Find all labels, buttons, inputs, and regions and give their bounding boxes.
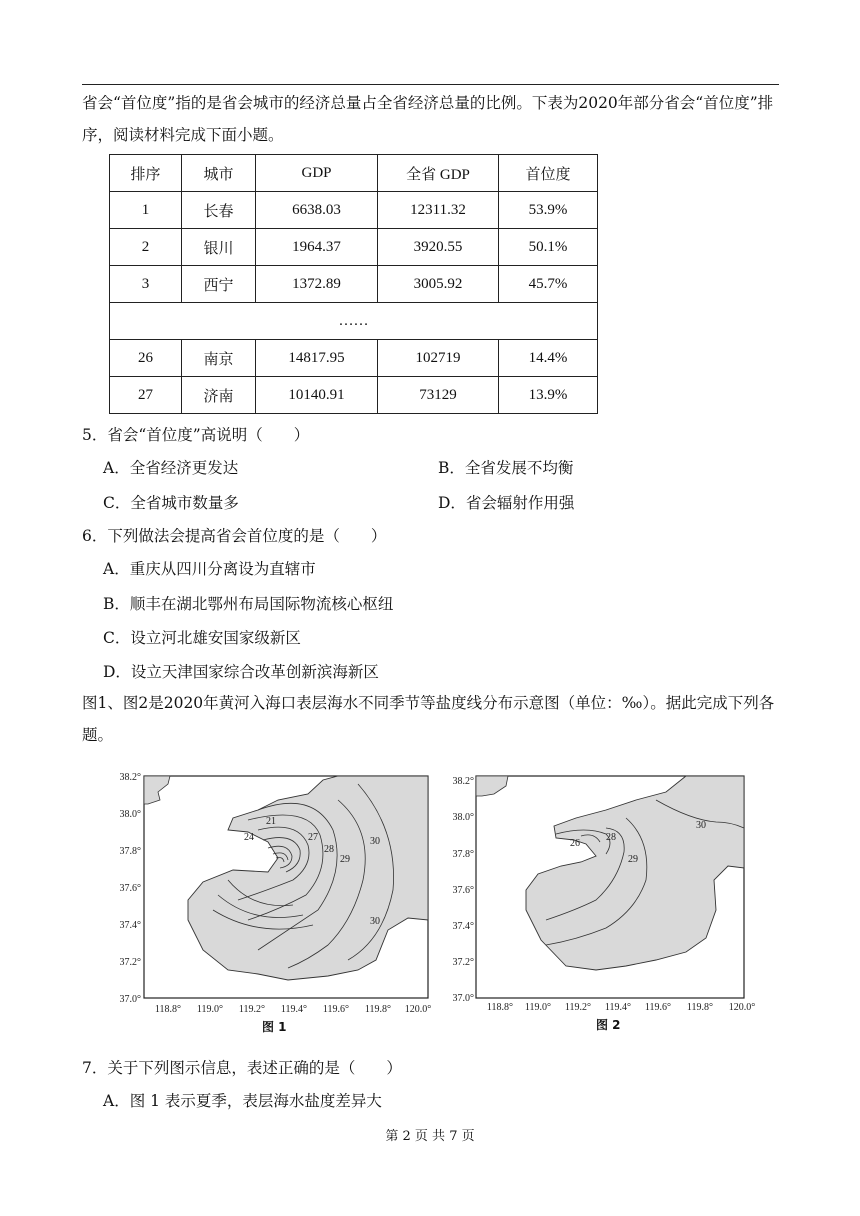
- y-tick-label: 38.0°: [452, 812, 474, 823]
- table-cell: 26: [110, 340, 182, 377]
- x-tick-label: 119.0°: [524, 1002, 552, 1013]
- question-6-option-a[interactable]: A．重庆从四川分离设为直辖市: [103, 560, 316, 578]
- y-tick-label: 37.2°: [119, 957, 141, 968]
- figure-2-svg: [446, 770, 776, 1016]
- table-cell: 6638.03: [256, 192, 378, 229]
- y-tick-label: 37.8°: [452, 849, 474, 860]
- question-5-option-a[interactable]: A．全省经济更发达: [103, 459, 239, 477]
- table-cell: 1372.89: [256, 266, 378, 303]
- question-7-option-a[interactable]: A．图 1 表示夏季，表层海水盐度差异大: [103, 1092, 382, 1110]
- x-tick-label: 119.0°: [196, 1004, 224, 1015]
- x-tick-label: 119.8°: [686, 1002, 714, 1013]
- table-header-row: [110, 155, 598, 192]
- contour-label: 30: [370, 836, 380, 847]
- x-tick-label: 119.6°: [644, 1002, 672, 1013]
- y-axis-labels: [453, 776, 475, 1004]
- header-cell: GDP: [256, 155, 378, 192]
- y-tick-label: 37.2°: [452, 957, 474, 968]
- table-cell: 14.4%: [499, 340, 598, 377]
- contour-label: 29: [340, 854, 350, 865]
- x-tick-label: 118.8°: [486, 1002, 514, 1013]
- capital-primacy-table: [109, 154, 598, 414]
- table-row: [110, 340, 598, 377]
- y-tick-label: 37.0°: [452, 993, 474, 1004]
- y-tick-label: 37.6°: [119, 883, 141, 894]
- table-cell: 2: [110, 229, 182, 266]
- header-cell: 首位度: [499, 155, 598, 192]
- table-row: [110, 266, 598, 303]
- x-tick-label: 118.8°: [154, 1004, 182, 1015]
- table-cell: 102719: [378, 340, 499, 377]
- contour-label: 30: [696, 820, 706, 831]
- x-axis-labels: [487, 1002, 755, 1013]
- table-cell: 1964.37: [256, 229, 378, 266]
- table-cell: 73129: [378, 377, 499, 414]
- x-tick-label: 119.2°: [238, 1004, 266, 1015]
- figure-intro-paragraph: 图1、图2是2020年黄河入海口表层海水不同季节等盐度线分布示意图（单位：‰）。据此完成下列各题。: [82, 694, 775, 744]
- table-cell: 45.7%: [499, 266, 598, 303]
- table-row: [110, 377, 598, 414]
- table-cell: 3920.55: [378, 229, 499, 266]
- contour-label: 27: [308, 832, 318, 843]
- question-6-option-c[interactable]: C．设立河北雄安国家级新区: [103, 629, 301, 647]
- table-ellipsis-row: [110, 303, 598, 340]
- x-tick-label: 119.2°: [564, 1002, 592, 1013]
- y-tick-label: 38.2°: [119, 772, 141, 783]
- table-cell: 10140.91: [256, 377, 378, 414]
- intro-paragraph: 省会“首位度”指的是省会城市的经济总量占全省经济总量的比例。下表为2020年部分省会“首位度”排序，阅读材料完成下面小题。: [82, 94, 774, 144]
- y-tick-label: 37.6°: [452, 885, 474, 896]
- table-cell: 12311.32: [378, 192, 499, 229]
- x-tick-label: 120.0°: [728, 1002, 756, 1013]
- contour-label: 21: [266, 816, 276, 827]
- x-tick-label: 120.0°: [404, 1004, 432, 1015]
- table-cell: 27: [110, 377, 182, 414]
- figure-1-salinity-map: [108, 770, 438, 1020]
- figure-1-caption: 图 1: [262, 1020, 287, 1034]
- x-tick-label: 119.8°: [364, 1004, 392, 1015]
- contour-label: 28: [324, 844, 334, 855]
- contour-label: 30: [370, 916, 380, 927]
- table-cell: 银川: [182, 229, 256, 266]
- y-tick-label: 38.2°: [452, 776, 474, 787]
- table-cell: 14817.95: [256, 340, 378, 377]
- contour-label: 29: [628, 854, 638, 865]
- question-6-option-b[interactable]: B．顺丰在湖北鄂州布局国际物流核心枢纽: [103, 595, 394, 613]
- figure-2-salinity-map: [446, 770, 776, 1020]
- table-cell: 13.9%: [499, 377, 598, 414]
- figure-1-svg: [108, 770, 438, 1016]
- table-row: [110, 229, 598, 266]
- question-7-stem: 7．关于下列图示信息，表述正确的是（ ）: [82, 1059, 402, 1077]
- table-cell: 长春: [182, 192, 256, 229]
- header-cell: 城市: [182, 155, 256, 192]
- contour-label: 24: [244, 832, 254, 843]
- question-5-option-d[interactable]: D．省会辐射作用强: [438, 494, 575, 512]
- header-cell: 全省 GDP: [378, 155, 499, 192]
- page-footer: 第 2 页 共 7 页: [385, 1129, 475, 1144]
- table-row: [110, 192, 598, 229]
- table-cell: 济南: [182, 377, 256, 414]
- y-tick-label: 37.8°: [119, 846, 141, 857]
- ellipsis-cell: ……: [110, 303, 598, 340]
- contour-label: 26: [570, 838, 580, 849]
- question-6-option-d[interactable]: D．设立天津国家综合改革创新滨海新区: [103, 663, 379, 681]
- x-tick-label: 119.4°: [280, 1004, 308, 1015]
- question-5-stem: 5．省会“首位度”高说明（ ）: [82, 426, 310, 444]
- table-cell: 西宁: [182, 266, 256, 303]
- y-tick-label: 37.4°: [119, 920, 141, 931]
- figure-2-caption: 图 2: [596, 1018, 621, 1032]
- question-6-stem: 6．下列做法会提高省会首位度的是（ ）: [82, 527, 387, 545]
- contour-label: 28: [606, 832, 616, 843]
- y-tick-label: 37.0°: [119, 994, 141, 1005]
- y-tick-label: 37.4°: [452, 921, 474, 932]
- table-cell: 3: [110, 266, 182, 303]
- y-axis-labels: [120, 772, 142, 1005]
- table-cell: 南京: [182, 340, 256, 377]
- x-tick-label: 119.6°: [322, 1004, 350, 1015]
- header-rule: [82, 84, 779, 85]
- question-5-option-c[interactable]: C．全省城市数量多: [103, 494, 239, 512]
- header-cell: 排序: [110, 155, 182, 192]
- y-tick-label: 38.0°: [119, 809, 141, 820]
- table-cell: 53.9%: [499, 192, 598, 229]
- table-cell: 50.1%: [499, 229, 598, 266]
- x-tick-label: 119.4°: [604, 1002, 632, 1013]
- table-cell: 3005.92: [378, 266, 499, 303]
- question-5-option-b[interactable]: B．全省发展不均衡: [438, 459, 574, 477]
- x-axis-labels: [155, 1004, 431, 1015]
- table-cell: 1: [110, 192, 182, 229]
